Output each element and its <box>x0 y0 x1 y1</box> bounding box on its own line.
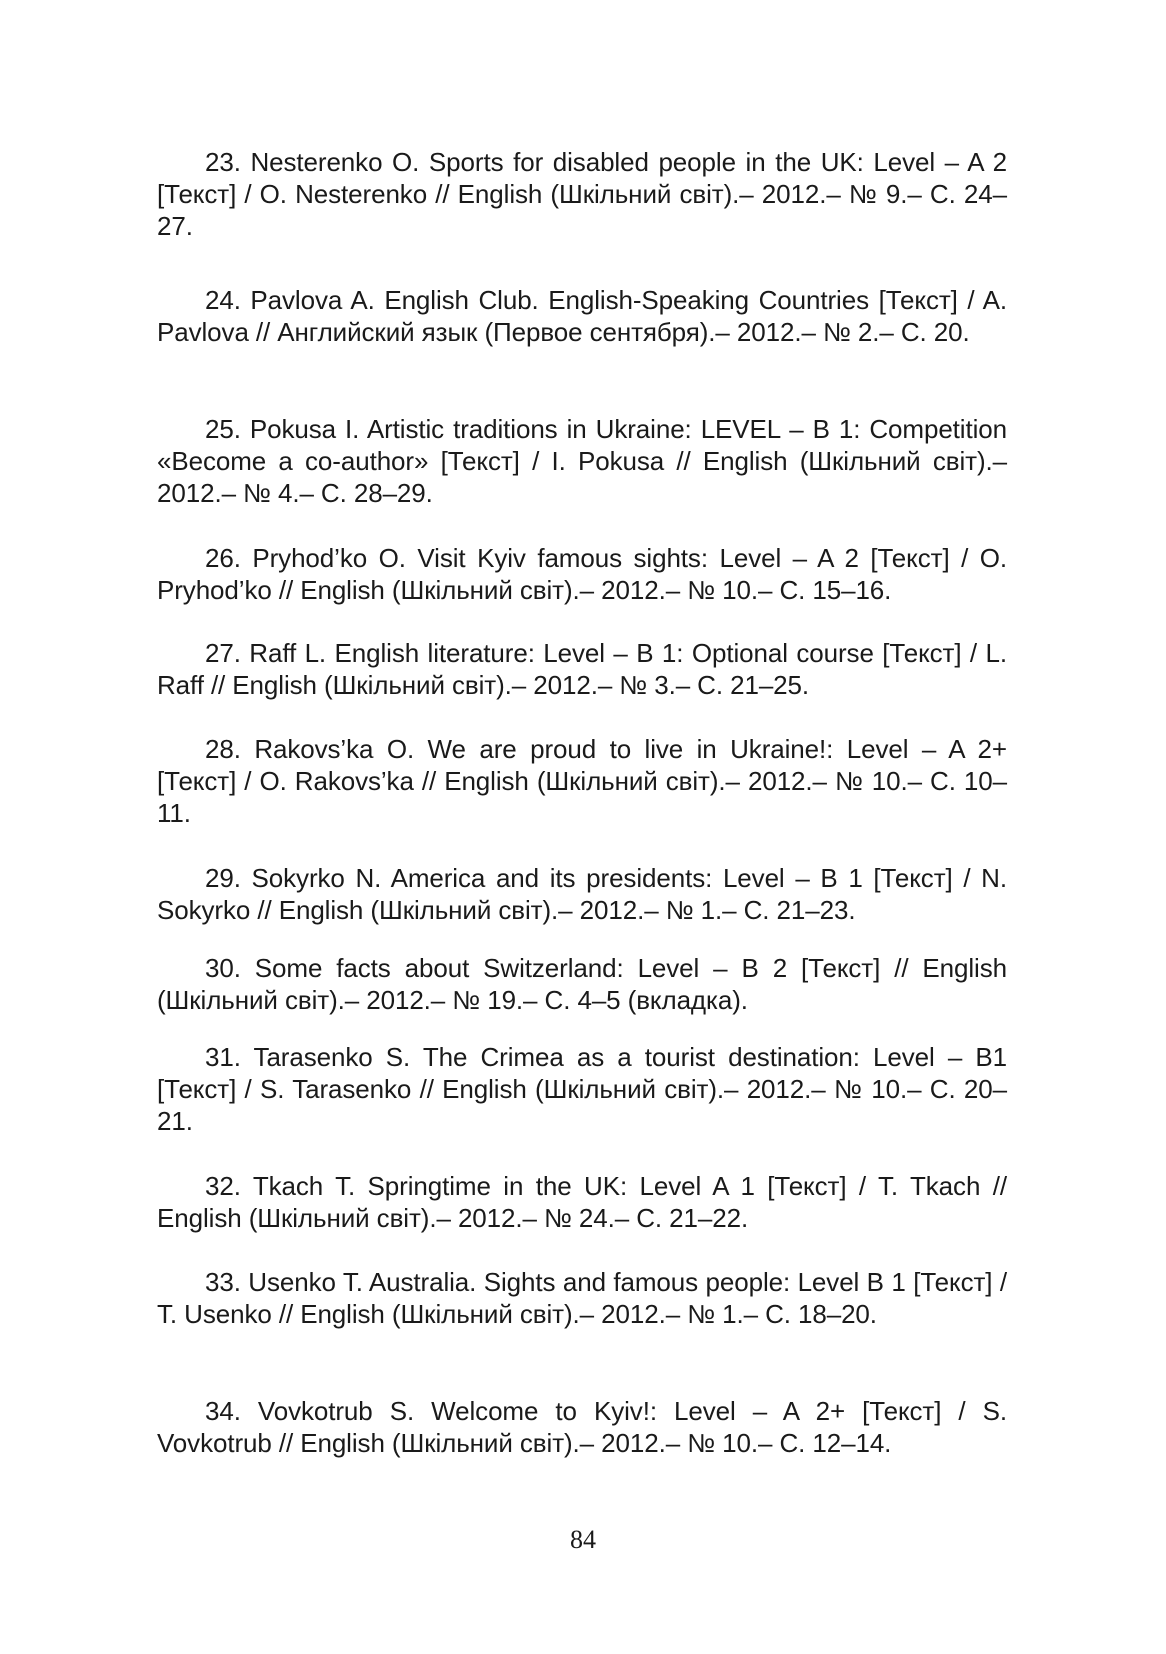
bibliography-entry-31: 31. Tarasenko S. The Crimea as a tourist destination: Level – B1 [Текст] / S. Tarasenko // English (Шкільний світ).– 2012.– № 10.– C. 20–21. <box>157 1042 1007 1136</box>
bibliography-entry-29: 29. Sokyrko N. America and its presidents: Level – B 1 [Текст] / N. Sokyrko // English (Шкільний світ).– 2012.– № 1.– C. 21–23. <box>157 863 1007 925</box>
bibliography-entry-24: 24. Pavlova A. English Club. English-Speaking Countries [Текст] / A. Pavlova // Английский язык (Первое сентября).– 2012.– № 2.– C. 20. <box>157 285 1007 347</box>
bibliography-entry-30: 30. Some facts about Switzerland: Level – B 2 [Текст] // English (Шкільний світ).– 2012.– № 19.– C. 4–5 (вкладка). <box>157 953 1007 1015</box>
bibliography-entry-28: 28. Rakovs’ka O. We are proud to live in Ukraine!: Level – A 2+ [Текст] / O. Rakovs’ka // English (Шкільний світ).– 2012.– № 10.– C. 10–11. <box>157 734 1007 828</box>
bibliography-entry-23: 23. Nesterenko O. Sports for disabled people in the UK: Level – A 2 [Текст] / O. Nesterenko // English (Шкільний світ).– 2012.– № 9.– C. 24–27. <box>157 147 1007 241</box>
bibliography-entry-26: 26. Pryhod’ko O. Visit Kyiv famous sights: Level – A 2 [Текст] / O. Pryhod’ko // English (Шкільний світ).– 2012.– № 10.– C. 15–16. <box>157 543 1007 605</box>
bibliography-entry-27: 27. Raff L. English literature: Level – B 1: Optional course [Текст] / L. Raff // English (Шкільний світ).– 2012.– № 3.– C. 21–25. <box>157 638 1007 700</box>
bibliography-entry-32: 32. Tkach T. Springtime in the UK: Level A 1 [Текст] / T. Tkach // English (Шкільний світ).– 2012.– № 24.– C. 21–22. <box>157 1171 1007 1233</box>
bibliography-entry-34: 34. Vovkotrub S. Welcome to Kyiv!: Level – A 2+ [Текст] / S. Vovkotrub // English (Шкільний світ).– 2012.– № 10.– C. 12–14. <box>157 1396 1007 1458</box>
bibliography-entry-25: 25. Pokusa I. Artistic traditions in Ukraine: LEVEL – B 1: Competition «Become a co-author» [Текст] / I. Pokusa // English (Шкільний світ).– 2012.– № 4.– C. 28–29. <box>157 414 1007 508</box>
bibliography-entry-33: 33. Usenko T. Australia. Sights and famous people: Level B 1 [Текст] / T. Usenko // English (Шкільний світ).– 2012.– № 1.– C. 18–20. <box>157 1267 1007 1329</box>
page-number: 84 <box>570 1525 596 1554</box>
